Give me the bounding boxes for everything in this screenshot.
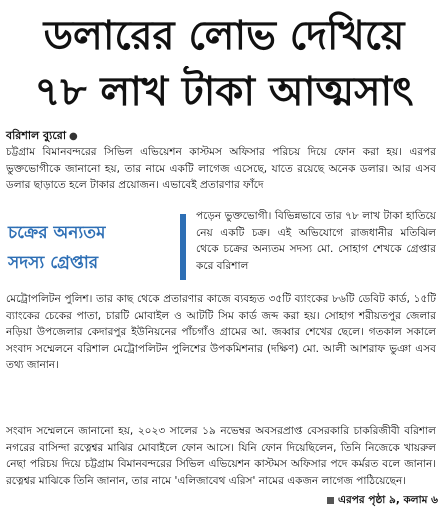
pull-quote	[0, 214, 186, 280]
square-bullet-icon	[327, 497, 334, 504]
pull-quote-line-2: সদস্য গ্রেপ্তার	[8, 253, 99, 273]
headline-line-2: ৭৮ লাখ টাকা আত্মসাৎ	[34, 69, 414, 115]
body-paragraph-3: সংবাদ সম্মেলনে জানানো হয়, ২০২৩ সালের ১৯ নভেম্বর অবসরপ্রাপ্ত বেসরকারি চাকরিজীবী বরিশাল নগরের বাসিন্দা রত্নেশ্বর মাঝির মোবাইলে ফোন আসে। যিনি ফোন দিয়েছিলেন, তিনি নিজেকে খায়রুল নেছা পরিচয় দিয়ে চট্টগ্রাম বিমানবন্দরের সিভিল এভিয়েশন কাস্টমস অফিসার পদে কর্মরত বলে জানান। রত্নেশ্বর মাঝিকে তিনি জানান, তার নামে 'এলিজাবেথ এরিস' নামের একজন লাগেজ পাঠিয়েছেন।	[6, 425, 436, 487]
body-paragraph-1: চট্টগ্রাম বিমানবন্দরের সিভিল এভিয়েশন কাস্টমস অফিসার পরিচয় দিয়ে ফোন করা হয়। এরপর ভুক্তভোগীকে জানানো হয়, তার নামে একটি লাগেজ এসেছে, যাতে রয়েছে অনেক ডলার। আর এসব ডলার ছাড়াতে হলে টাকার প্রয়োজন। এভাবেই প্রতারণার ফাঁদে	[6, 146, 436, 191]
headline-line-1: ডলারের লোভ দেখিয়ে	[43, 13, 405, 59]
body-paragraph-2: মেট্রোপলিটন পুলিশ। তার কাছ থেকে প্রতারণার কাজে ব্যবহৃত ৩৫টি ব্যাংকের ৮৬টি ডেবিট কার্ড, ১৫টি ব্যাংকের চেকের পাতা, চারটি মোবাইল ও আটটি সিম কার্ড জব্দ করা হয়। সোহাগ শরীয়তপুর জেলার নড়িয়া উপজেলার কেদারপুর ইউনিয়নের পাঁচগাঁও গ্রামের আ. জব্বার শেখের ছেলে। গতকাল সকালে সংবাদ সম্মেলনে বরিশাল মেট্রোপলিটন পুলিশের উপকমিশনার (দক্ষিণ) মো. আলী আশরাফ ভুঞা এসব তথ্য জানান।	[6, 293, 436, 371]
continuation-note	[327, 493, 438, 510]
byline-text: বরিশাল ব্যুরো	[6, 129, 67, 142]
pull-quote-line-1: চক্রের অন্যতম	[8, 223, 106, 243]
bullet-icon: ●	[69, 131, 78, 142]
body-paragraph-1-continued: পড়েন ভুক্তভোগী। বিভিন্নভাবে তার ৭৮ লাখ টাকা হাতিয়ে নেয় একটি চক্র। এই অভিযোগে রাজধানীর মতিঝিল থেকে চক্রের অন্যতম সদস্য মো. সোহাগ শেখকে গ্রেপ্তার করে বরিশাল	[196, 210, 436, 272]
continuation-text: এরপর পৃষ্ঠা ৯, কলাম ৬	[338, 494, 438, 506]
